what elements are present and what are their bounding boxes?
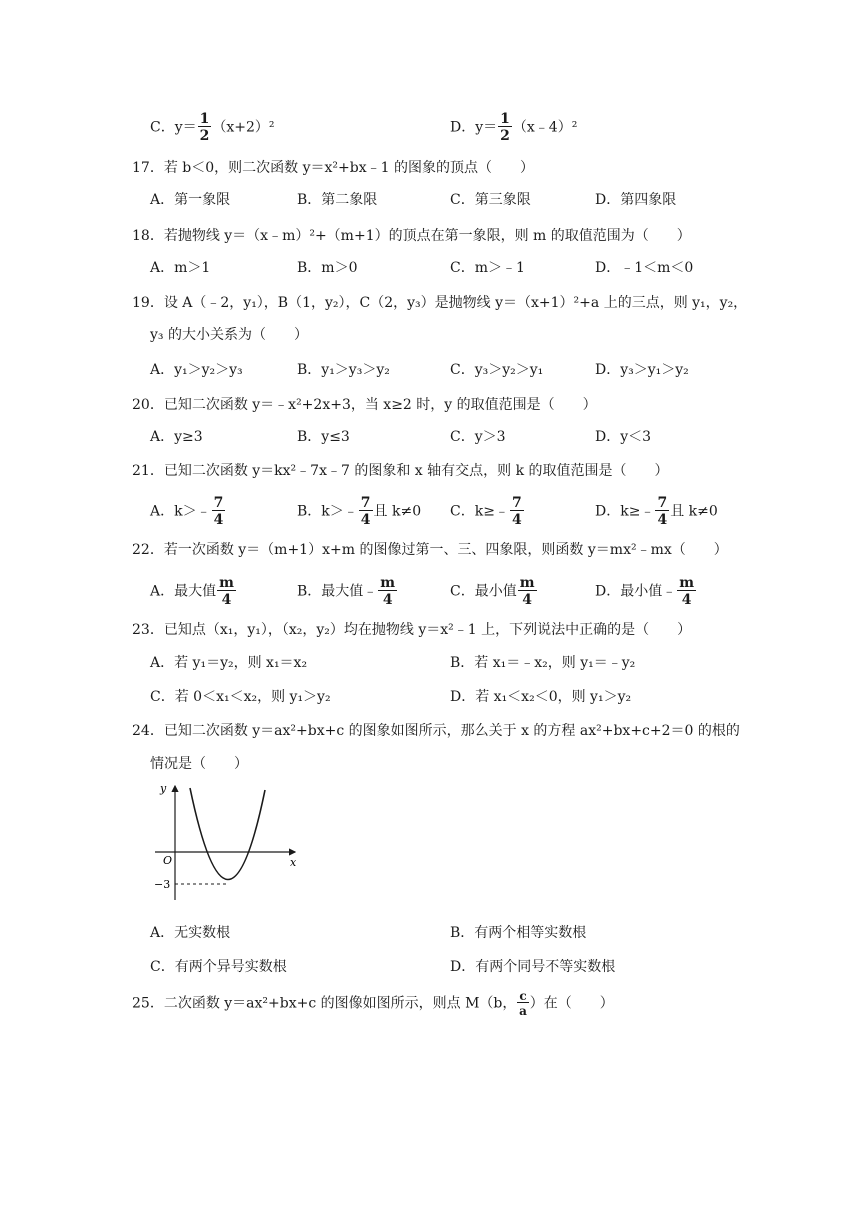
fraction: $\frac{1}{2}$	[199, 111, 210, 144]
q17-stem: 17．若 b＜0，则二次函数 y＝x²+bx﹣1 的图象的顶点（ ）	[132, 160, 534, 176]
q20-option-c: C．y＞3	[450, 429, 506, 445]
x-axis-label: x	[290, 856, 297, 869]
fraction: $\frac{7}{4}$	[511, 495, 522, 528]
q25-stem: 25．二次函数 y＝ax²+bx+c 的图像如图所示，则点 M（b， $\frac{c}{a}$ ）在（ ）	[132, 989, 614, 1018]
q19-stem-line1: 19．设 A（﹣2，y₁），B（1，y₂），C（2，y₃）是抛物线 y＝（x+1）²+a 上的三点，则 y₁，y₂，	[132, 295, 748, 311]
q18-option-a: A．m＞1	[150, 260, 211, 276]
y-axis-label: y	[160, 782, 167, 795]
q24-stem-line2: 情况是（ ）	[150, 756, 248, 772]
q21-option-a: A．k＞﹣ $\frac{7}{4}$	[150, 495, 224, 528]
q16-option-c: C．y＝ $\frac{1}{2}$ （x+2）²	[150, 111, 275, 144]
q22-stem: 22．若一次函数 y＝（m+1）x+m 的图像过第一、三、四象限，则函数 y＝mx²﹣mx（ ）	[132, 542, 728, 558]
q24-option-d: D．有两个同号不等实数根	[450, 959, 616, 975]
q17-option-a: A．第一象限	[150, 192, 231, 208]
fraction: $\frac{7}{4}$	[657, 495, 668, 528]
fraction: $\frac{m}{4}$	[679, 575, 695, 608]
origin-label: O	[163, 854, 173, 867]
q22-option-b: B．最大值﹣ $\frac{m}{4}$	[297, 575, 396, 608]
q21-option-b: B．k＞﹣ $\frac{7}{4}$ 且 k≠0	[297, 495, 422, 528]
q22-option-d: D．最小值﹣ $\frac{m}{4}$	[595, 575, 695, 608]
q20-stem: 20．已知二次函数 y＝﹣x²+2x+3，当 x≥2 时，y 的取值范围是（ ）	[132, 397, 597, 413]
q20-option-b: B．y≤3	[297, 429, 350, 445]
q17-option-b: B．第二象限	[297, 192, 378, 208]
q21-option-c: C．k≥﹣ $\frac{7}{4}$	[450, 495, 522, 528]
q24-option-c: C．有两个异号实数根	[150, 959, 287, 975]
q16-option-d: D．y＝ $\frac{1}{2}$ （x﹣4）²	[450, 111, 578, 144]
q23-option-d: D．若 x₁＜x₂＜0，则 y₁＞y₂	[450, 689, 632, 705]
q23-option-b: B．若 x₁＝﹣x₂，则 y₁＝﹣y₂	[450, 655, 636, 671]
q19-option-b: B．y₁＞y₃＞y₂	[297, 362, 390, 378]
q22-option-a: A．最大值 $\frac{m}{4}$	[150, 575, 234, 608]
parabola-graph	[150, 780, 310, 900]
fraction: $\frac{m}{4}$	[519, 575, 535, 608]
q17-option-c: C．第三象限	[450, 192, 531, 208]
q20-option-a: A．y≥3	[150, 429, 203, 445]
q20-option-d: D．y＜3	[595, 429, 652, 445]
q18-option-d: D．﹣1＜m＜0	[595, 260, 694, 276]
q18-option-b: B．m＞0	[297, 260, 358, 276]
fraction: $\frac{m}{4}$	[219, 575, 234, 608]
q21-option-d: D．k≥﹣ $\frac{7}{4}$ 且 k≠0	[595, 495, 718, 528]
minimum-value-label: −3	[154, 878, 171, 891]
q24-option-b: B．有两个相等实数根	[450, 925, 587, 941]
q19-option-a: A．y₁＞y₂＞y₃	[150, 362, 243, 378]
q19-option-d: D．y₃＞y₁＞y₂	[595, 362, 689, 378]
parabola-curve	[190, 788, 265, 880]
fraction: $\frac{7}{4}$	[213, 495, 224, 528]
fraction: $\frac{c}{a}$	[519, 989, 527, 1018]
q22-option-c: C．最小值 $\frac{m}{4}$	[450, 575, 535, 608]
q19-stem-line2: y₃ 的大小关系为（ ）	[150, 327, 308, 343]
q24-option-a: A．无实数根	[150, 925, 231, 941]
q21-stem: 21．已知二次函数 y＝kx²﹣7x﹣7 的图象和 x 轴有交点，则 k 的取值范围是（ ）	[132, 463, 669, 479]
q18-option-c: C．m＞﹣1	[450, 260, 525, 276]
q23-option-c: C．若 0＜x₁＜x₂，则 y₁＞y₂	[150, 689, 331, 705]
q23-stem: 23．已知点（x₁，y₁），（x₂，y₂）均在抛物线 y＝x²﹣1 上，下列说法中正确的是（ ）	[132, 622, 692, 638]
fraction: $\frac{1}{2}$	[500, 111, 510, 144]
q23-option-a: A．若 y₁＝y₂，则 x₁＝x₂	[150, 655, 308, 671]
fraction: $\frac{m}{4}$	[380, 575, 396, 608]
q19-option-c: C．y₃＞y₂＞y₁	[450, 362, 544, 378]
q17-option-d: D．第四象限	[595, 192, 677, 208]
q18-stem: 18．若抛物线 y＝（x﹣m）²+（m+1）的顶点在第一象限，则 m 的取值范围为（ ）	[132, 228, 691, 244]
q24-stem-line1: 24．已知二次函数 y＝ax²+bx+c 的图象如图所示，那么关于 x 的方程 ax²+bx+c+2＝0 的根的	[132, 723, 740, 739]
fraction: $\frac{7}{4}$	[360, 495, 371, 528]
